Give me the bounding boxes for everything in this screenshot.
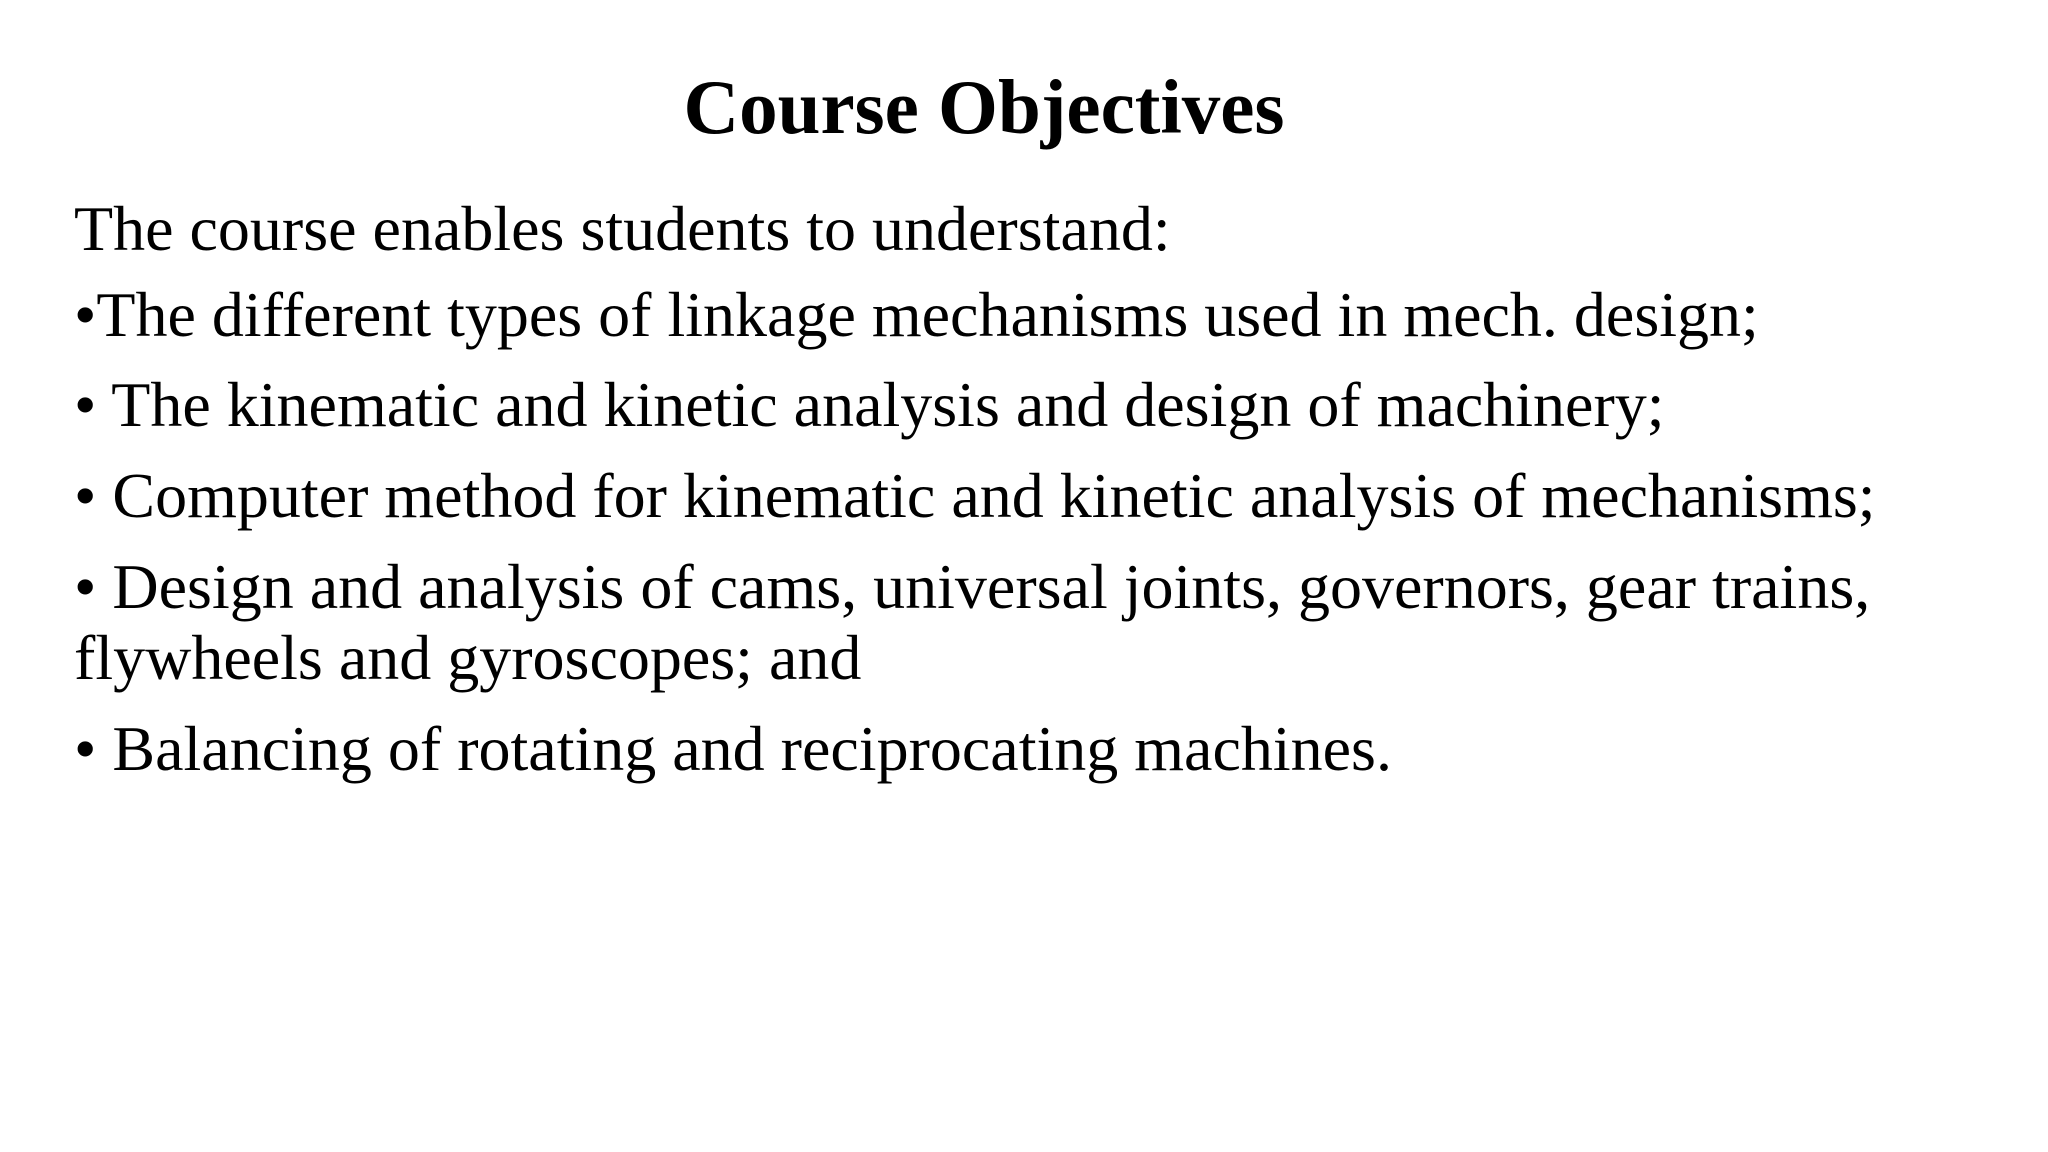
objective-item: • Design and analysis of cams, universal joints, governors, gear trains, flywheels and gyroscopes; and: [74, 550, 1871, 694]
objective-item: • Computer method for kinematic and kinetic analysis of mechanisms;: [74, 460, 1876, 532]
objective-item: • The kinematic and kinetic analysis and design of machinery;: [74, 369, 1665, 441]
intro-text: The course enables students to understand:: [74, 193, 1171, 264]
objective-item: • Balancing of rotating and reciprocating machines.: [74, 713, 1392, 785]
slide-body: [74, 193, 1994, 804]
objective-item: •The different types of linkage mechanisms used in mech. design;: [74, 278, 1759, 350]
slide-title: Course Objectives: [683, 64, 1285, 150]
objectives-list: [74, 279, 1994, 785]
